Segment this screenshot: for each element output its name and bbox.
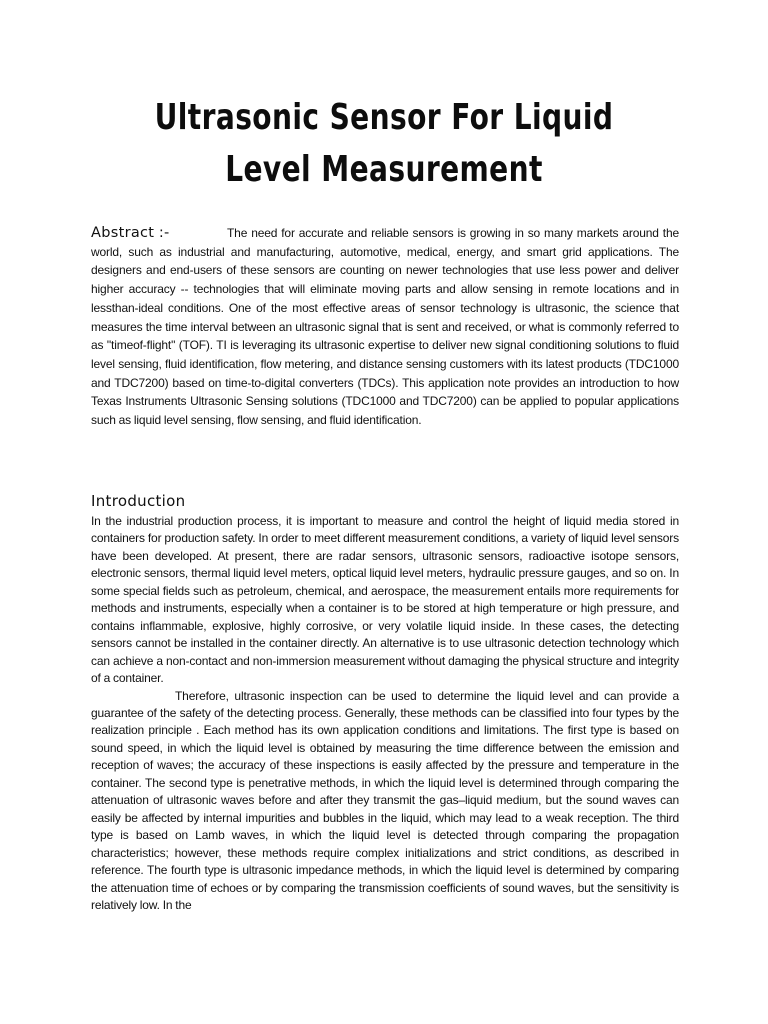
introduction-heading: Introduction xyxy=(91,492,186,510)
introduction-paragraph-2: Therefore, ultrasonic inspection can be used to determine the liquid level and can provide a guarantee of the safety of the detecting process. Generally, these methods can be classified into four types by the realization principle . Each method has its own application conditions and limitations. The first type is based on sound speed, in which the liquid level is obtained by measuring the time difference between the emission and reception of waves; the accuracy of these inspections is easily affected by the pressure and temperature in the container. The second type is penetrative methods, in which the liquid level is determined through comparing the attenuation of ultrasonic waves before and after they transmit the gas–liquid medium, but the sound waves can easily be affected by internal impurities and bubbles in the liquid, which may lead to a weak reception. The third type is based on Lamb waves, in which the liquid level is detected through comparing the propagation characteristics; however, these methods require complex initializations and strict conditions, as described in reference. The fourth type is ultrasonic impedance methods, in which the liquid level is determined by comparing the attenuation time of echoes or by comparing the transmission coefficients of sound waves, but the sensitivity is relatively low. In the xyxy=(91,688,679,912)
abstract-label: Abstract :- xyxy=(91,225,170,241)
abstract-section xyxy=(91,224,679,430)
document-title: Ultrasonic Sensor For Liquid Level Measurement xyxy=(154,97,614,190)
abstract-text: The need for accurate and reliable sensors is growing in so many markets around the world, such as industrial and manufacturing, automotive, medical, energy, and smart grid applications. The designers and end-users of these sensors are counting on newer technologies that use less power and deliver higher accuracy -- technologies that will eliminate moving parts and allow sensing in remote locations and in lessthan-ideal conditions. One of the most effective areas of sensor technology is ultrasonic, the science that measures the time interval between an ultrasonic signal that is sent and received, or what is commonly referred to as "timeof-flight" (TOF). TI is leveraging its ultrasonic expertise to deliver new signal conditioning solutions to fluid level sensing, fluid identification, flow metering, and distance sensing customers with its latest products (TDC1000 and TDC7200) based on time-to-digital converters (TDCs). This application note provides an introduction to how Texas Instruments Ultrasonic Sensing solutions (TDC1000 and TDC7200) can be applied to popular applications such as liquid level sensing, flow sensing, and fluid identification. xyxy=(91,226,679,428)
introduction-paragraph-1: In the industrial production process, it is important to measure and control the height of liquid media stored in containers for production safety. In order to meet different measurement conditions, a variety of liquid level sensors have been developed. At present, there are radar sensors, ultrasonic sensors, radioactive isotope sensors, electronic sensors, thermal liquid level meters, optical liquid level meters, hydraulic pressure gauges, and so on. In some special fields such as petroleum, chemical, and aerospace, the measurement entails more requirements for methods and instruments, especially when a container is to be stored at high temperature or high pressure, and contains inflammable, explosive, highly corrosive, or very volatile liquid inside. In these cases, the detecting sensors cannot be installed in the container directly. An alternative is to use ultrasonic detection technology which can achieve a non-contact and non-immersion measurement without damaging the physical structure and integrity of a container. xyxy=(91,514,679,686)
introduction-body xyxy=(91,513,679,914)
